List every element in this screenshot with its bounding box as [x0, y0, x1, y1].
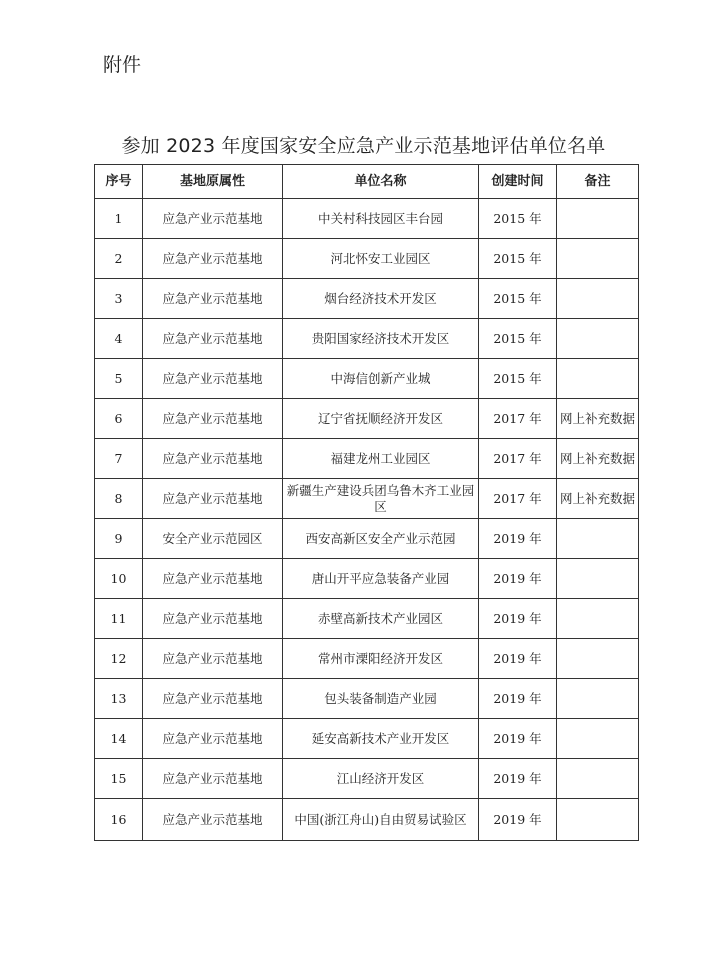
cell-notes — [557, 799, 639, 841]
cell-notes — [557, 559, 639, 599]
attachment-label: 附件 — [103, 54, 142, 76]
cell-unit-name: 辽宁省抚顺经济开发区 — [283, 399, 479, 439]
table-row — [95, 479, 639, 519]
cell-no: 4 — [95, 319, 143, 359]
cell-created: 2019 年 — [479, 559, 557, 599]
table-row — [95, 759, 639, 799]
table-header-row — [95, 165, 639, 199]
cell-attribute: 应急产业示范基地 — [143, 279, 283, 319]
table-row — [95, 319, 639, 359]
cell-no: 8 — [95, 479, 143, 519]
cell-unit-name: 中关村科技园区丰台园 — [283, 199, 479, 239]
cell-notes — [557, 319, 639, 359]
cell-unit-name: 江山经济开发区 — [283, 759, 479, 799]
cell-attribute: 应急产业示范基地 — [143, 719, 283, 759]
cell-created: 2019 年 — [479, 759, 557, 799]
cell-no: 2 — [95, 239, 143, 279]
cell-unit-name: 西安高新区安全产业示范园 — [283, 519, 479, 559]
table-row — [95, 799, 639, 841]
table-row — [95, 239, 639, 279]
document-title: 参加 2023 年度国家安全应急产业示范基地评估单位名单 — [121, 135, 606, 157]
cell-notes: 网上补充数据 — [557, 439, 639, 479]
table-row — [95, 719, 639, 759]
cell-unit-name: 常州市溧阳经济开发区 — [283, 639, 479, 679]
cell-created: 2019 年 — [479, 679, 557, 719]
cell-no: 9 — [95, 519, 143, 559]
cell-no: 15 — [95, 759, 143, 799]
cell-no: 11 — [95, 599, 143, 639]
cell-unit-name: 贵阳国家经济技术开发区 — [283, 319, 479, 359]
cell-notes — [557, 639, 639, 679]
cell-notes — [557, 679, 639, 719]
cell-notes — [557, 599, 639, 639]
table-row — [95, 359, 639, 399]
column-header-no: 序号 — [95, 165, 143, 199]
table-row — [95, 439, 639, 479]
table-row — [95, 399, 639, 439]
cell-attribute: 应急产业示范基地 — [143, 199, 283, 239]
cell-no: 6 — [95, 399, 143, 439]
cell-attribute: 应急产业示范基地 — [143, 639, 283, 679]
cell-created: 2015 年 — [479, 319, 557, 359]
cell-attribute: 应急产业示范基地 — [143, 799, 283, 841]
cell-notes — [557, 359, 639, 399]
column-header-notes: 备注 — [557, 165, 639, 199]
cell-unit-name: 延安高新技术产业开发区 — [283, 719, 479, 759]
cell-created: 2015 年 — [479, 239, 557, 279]
cell-notes — [557, 719, 639, 759]
cell-no: 5 — [95, 359, 143, 399]
cell-attribute: 应急产业示范基地 — [143, 759, 283, 799]
cell-unit-name: 中海信创新产业城 — [283, 359, 479, 399]
unit-list-table — [94, 164, 639, 841]
cell-created: 2017 年 — [479, 479, 557, 519]
table-row — [95, 559, 639, 599]
column-header-unit-name: 单位名称 — [283, 165, 479, 199]
cell-no: 1 — [95, 199, 143, 239]
cell-created: 2019 年 — [479, 639, 557, 679]
cell-unit-name: 河北怀安工业园区 — [283, 239, 479, 279]
table-row — [95, 279, 639, 319]
cell-unit-name: 烟台经济技术开发区 — [283, 279, 479, 319]
cell-attribute: 应急产业示范基地 — [143, 559, 283, 599]
table-row — [95, 199, 639, 239]
cell-unit-name: 赤壁高新技术产业园区 — [283, 599, 479, 639]
cell-notes — [557, 279, 639, 319]
cell-no: 12 — [95, 639, 143, 679]
cell-notes — [557, 759, 639, 799]
table-row — [95, 519, 639, 559]
cell-created: 2019 年 — [479, 799, 557, 841]
cell-unit-name: 中国(浙江舟山)自由贸易试验区 — [283, 799, 479, 841]
table-row — [95, 679, 639, 719]
cell-notes — [557, 199, 639, 239]
cell-notes — [557, 519, 639, 559]
cell-attribute: 应急产业示范基地 — [143, 359, 283, 399]
cell-attribute: 应急产业示范基地 — [143, 439, 283, 479]
cell-attribute: 应急产业示范基地 — [143, 319, 283, 359]
cell-unit-name: 新疆生产建设兵团乌鲁木齐工业园区 — [283, 479, 479, 519]
cell-created: 2017 年 — [479, 399, 557, 439]
table-row — [95, 599, 639, 639]
cell-created: 2015 年 — [479, 359, 557, 399]
cell-attribute: 应急产业示范基地 — [143, 239, 283, 279]
cell-notes: 网上补充数据 — [557, 479, 639, 519]
cell-attribute: 应急产业示范基地 — [143, 399, 283, 439]
cell-no: 10 — [95, 559, 143, 599]
cell-created: 2019 年 — [479, 719, 557, 759]
cell-created: 2017 年 — [479, 439, 557, 479]
cell-created: 2015 年 — [479, 199, 557, 239]
cell-attribute: 应急产业示范基地 — [143, 679, 283, 719]
cell-no: 13 — [95, 679, 143, 719]
cell-no: 3 — [95, 279, 143, 319]
cell-attribute: 应急产业示范基地 — [143, 599, 283, 639]
table-row — [95, 639, 639, 679]
column-header-created: 创建时间 — [479, 165, 557, 199]
cell-no: 7 — [95, 439, 143, 479]
cell-unit-name: 福建龙州工业园区 — [283, 439, 479, 479]
cell-unit-name: 包头装备制造产业园 — [283, 679, 479, 719]
cell-no: 16 — [95, 799, 143, 841]
cell-attribute: 应急产业示范基地 — [143, 479, 283, 519]
cell-notes: 网上补充数据 — [557, 399, 639, 439]
cell-attribute: 安全产业示范园区 — [143, 519, 283, 559]
cell-notes — [557, 239, 639, 279]
cell-created: 2019 年 — [479, 519, 557, 559]
column-header-attribute: 基地原属性 — [143, 165, 283, 199]
cell-created: 2019 年 — [479, 599, 557, 639]
cell-created: 2015 年 — [479, 279, 557, 319]
cell-unit-name: 唐山开平应急装备产业园 — [283, 559, 479, 599]
cell-no: 14 — [95, 719, 143, 759]
